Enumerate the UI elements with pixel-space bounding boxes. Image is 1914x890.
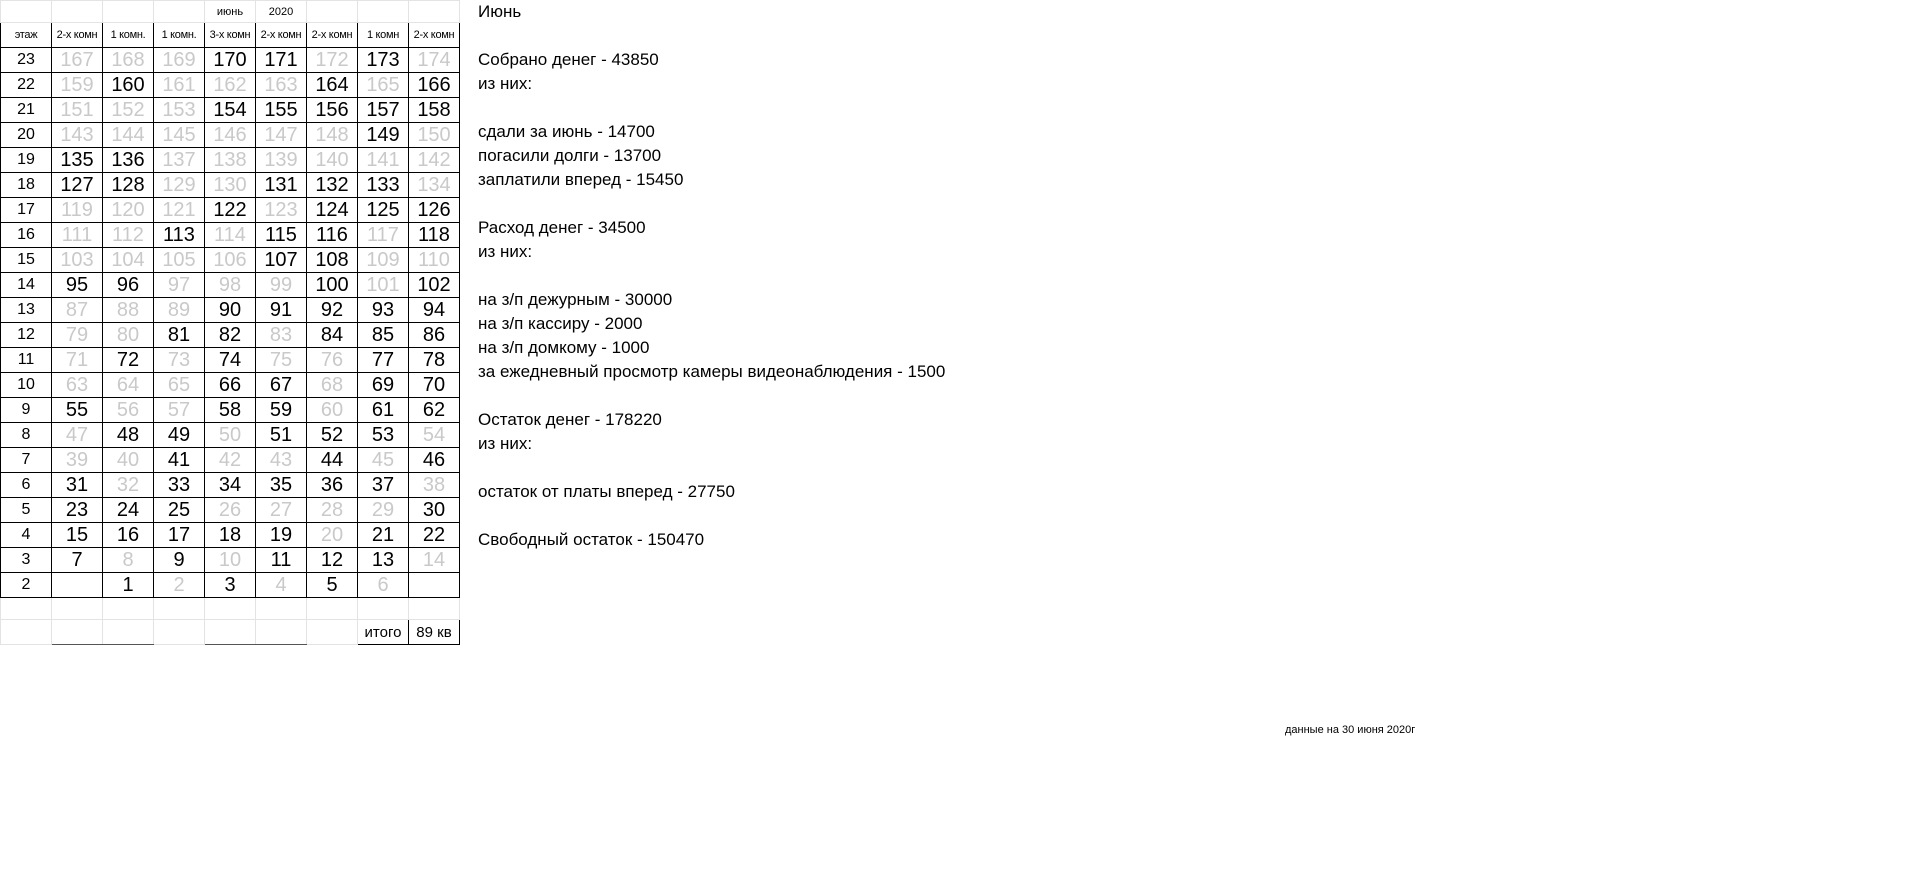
apartment-cell: 34 [205,473,256,498]
empty-cell [1,1,52,23]
total-value: 89 кв [409,620,460,645]
empty-cell [52,1,103,23]
floor-row [1,423,460,448]
apartment-cell: 80 [103,323,154,348]
apartment-cell: 71 [52,348,103,373]
room-type-header: 1 комн. [154,23,205,48]
floor-row [1,248,460,273]
report-line: сдали за июнь - 14700 [478,122,655,141]
apartment-cell: 77 [358,348,409,373]
apartment-cell: 67 [256,373,307,398]
apartment-cell: 108 [307,248,358,273]
empty-cell [409,598,460,620]
apartment-cell: 53 [358,423,409,448]
room-type-header: 2-х комн [307,23,358,48]
apartment-cell: 22 [409,523,460,548]
apartment-cell: 76 [307,348,358,373]
floor-row [1,98,460,123]
apartment-cell: 81 [154,323,205,348]
apartment-cell: 6 [358,573,409,598]
room-type-header: 3-х комн [205,23,256,48]
apartment-cell: 120 [103,198,154,223]
apartment-cell: 115 [256,223,307,248]
floor-number: 7 [1,448,52,473]
report-spacer [478,96,945,120]
empty-cell [103,620,154,645]
apartment-cell: 159 [52,73,103,98]
floor-row [1,198,460,223]
apartment-cell: 139 [256,148,307,173]
apartment-cell: 84 [307,323,358,348]
apartment-cell: 66 [205,373,256,398]
floor-number: 22 [1,73,52,98]
apartment-cell: 2 [154,573,205,598]
apartment-cell: 146 [205,123,256,148]
floor-number: 5 [1,498,52,523]
apartment-cell: 171 [256,48,307,73]
apartment-cell: 4 [256,573,307,598]
floor-row [1,223,460,248]
apartment-cell: 50 [205,423,256,448]
apartment-cell: 123 [256,198,307,223]
apartment-cell: 8 [103,548,154,573]
room-type-header: 1 комн [358,23,409,48]
report-line: остаток от платы вперед - 27750 [478,482,735,501]
apartment-cell: 27 [256,498,307,523]
apartment-cell: 130 [205,173,256,198]
empty-cell [154,598,205,620]
apartment-cell: 92 [307,298,358,323]
empty-cell [1,620,52,645]
empty-cell [52,598,103,620]
apartment-cell: 127 [52,173,103,198]
floor-row [1,373,460,398]
apartment-cell: 55 [52,398,103,423]
apartment-cell: 174 [409,48,460,73]
apartment-cell: 54 [409,423,460,448]
apartment-cell: 90 [205,298,256,323]
apartment-cell: 24 [103,498,154,523]
empty-cell [103,1,154,23]
apartment-cell: 167 [52,48,103,73]
apartment-cell: 40 [103,448,154,473]
room-type-header: 2-х комн [409,23,460,48]
apartment-cell: 37 [358,473,409,498]
floor-row [1,123,460,148]
apartment-cell: 137 [154,148,205,173]
report-line: из них: [478,242,533,261]
monthly-report [478,0,945,552]
year-label: 2020 [256,1,307,23]
empty-cell [307,1,358,23]
floor-number: 16 [1,223,52,248]
apartment-cell: 160 [103,73,154,98]
apartment-cell: 14 [409,548,460,573]
month-year-row [1,1,460,23]
apartment-cell: 89 [154,298,205,323]
apartment-cell: 13 [358,548,409,573]
apartment-cell: 122 [205,198,256,223]
apartment-cell: 56 [103,398,154,423]
apartment-cell: 147 [256,123,307,148]
report-line: за ежедневный просмотр камеры видеонаблюдения - 1500 [478,362,946,381]
apartment-cell: 60 [307,398,358,423]
report-line: погасили долги - 13700 [478,146,662,165]
apartment-cell: 138 [205,148,256,173]
apartment-cell: 105 [154,248,205,273]
apartment-cell: 88 [103,298,154,323]
empty-cell [256,598,307,620]
floor-number: 3 [1,548,52,573]
apartment-cell: 83 [256,323,307,348]
apartment-cell: 149 [358,123,409,148]
apartment-cell: 148 [307,123,358,148]
blank-row [1,598,460,620]
floor-number: 8 [1,423,52,448]
floor-number: 10 [1,373,52,398]
floor-row [1,148,460,173]
apartment-cell: 87 [52,298,103,323]
report-spacer [478,504,945,528]
apartment-cell: 168 [103,48,154,73]
apartment-cell: 103 [52,248,103,273]
apartment-cell: 74 [205,348,256,373]
floor-row [1,573,460,598]
apartment-cell: 85 [358,323,409,348]
total-label: итого [358,620,409,645]
apartment-cell: 11 [256,548,307,573]
apartment-cell: 111 [52,223,103,248]
report-line: Собрано денег - 43850 [478,50,659,69]
empty-cell [409,1,460,23]
apartment-cell: 36 [307,473,358,498]
apartment-cell: 102 [409,273,460,298]
floor-row [1,448,460,473]
apartment-cell [52,573,103,598]
apartment-cell: 125 [358,198,409,223]
apartment-cell: 161 [154,73,205,98]
apartment-cell: 166 [409,73,460,98]
floor-row [1,323,460,348]
apartment-cell: 1 [103,573,154,598]
apartment-cell: 124 [307,198,358,223]
apartment-cell: 78 [409,348,460,373]
report-line: из них: [478,434,533,453]
report-line: Июнь [478,2,522,21]
floor-number: 13 [1,298,52,323]
apartment-cell: 101 [358,273,409,298]
apartment-cell: 152 [103,98,154,123]
apartment-cell: 43 [256,448,307,473]
apartment-cell: 61 [358,398,409,423]
apartment-cell: 29 [358,498,409,523]
floor-row [1,298,460,323]
apartment-cell: 100 [307,273,358,298]
apartment-cell: 157 [358,98,409,123]
apartment-cell: 20 [307,523,358,548]
apartment-cell: 96 [103,273,154,298]
apartment-cell: 70 [409,373,460,398]
apartment-cell: 145 [154,123,205,148]
apartment-cell: 17 [154,523,205,548]
apartment-cell: 15 [52,523,103,548]
total-row [1,620,460,645]
report-line: Свободный остаток - 150470 [478,530,705,549]
apartment-cell: 150 [409,123,460,148]
apartment-cell: 98 [205,273,256,298]
report-line: заплатили вперед - 15450 [478,170,684,189]
apartment-cell: 47 [52,423,103,448]
empty-cell [256,620,307,645]
apartment-cell: 28 [307,498,358,523]
room-type-header: 2-х комн [52,23,103,48]
floor-number: 20 [1,123,52,148]
floor-row [1,48,460,73]
floor-number: 19 [1,148,52,173]
apartment-cell: 82 [205,323,256,348]
floor-number: 2 [1,573,52,598]
apartment-cell: 164 [307,73,358,98]
apartment-cell: 26 [205,498,256,523]
apartment-cell: 119 [52,198,103,223]
empty-cell [1,598,52,620]
floor-number: 12 [1,323,52,348]
empty-cell [154,620,205,645]
floor-number: 17 [1,198,52,223]
apartment-cell: 169 [154,48,205,73]
apartment-cell: 97 [154,273,205,298]
apartment-cell: 46 [409,448,460,473]
report-spacer [478,264,945,288]
apartment-cell: 129 [154,173,205,198]
apartment-cell: 52 [307,423,358,448]
apartment-cell: 12 [307,548,358,573]
apartment-cell: 155 [256,98,307,123]
report-spacer [478,384,945,408]
apartment-cell: 79 [52,323,103,348]
apartment-cell: 64 [103,373,154,398]
apartment-cell: 117 [358,223,409,248]
apartment-cell: 94 [409,298,460,323]
apartment-cell: 156 [307,98,358,123]
apartment-cell: 68 [307,373,358,398]
apartment-cell: 25 [154,498,205,523]
apartment-cell: 65 [154,373,205,398]
apartment-cell: 72 [103,348,154,373]
apartment-cell: 121 [154,198,205,223]
report-line: Остаток денег - 178220 [478,410,662,429]
apartment-cell: 162 [205,73,256,98]
apartment-cell: 21 [358,523,409,548]
room-type-header: 1 комн. [103,23,154,48]
apartment-cell: 73 [154,348,205,373]
apartment-cell: 30 [409,498,460,523]
apartment-cell: 38 [409,473,460,498]
apartment-cell: 163 [256,73,307,98]
apartment-cell: 144 [103,123,154,148]
apartment-cell: 93 [358,298,409,323]
report-line: на з/п дежурным - 30000 [478,290,673,309]
month-label: июнь [205,1,256,23]
apartment-cell: 116 [307,223,358,248]
apartment-cell: 114 [205,223,256,248]
report-spacer [478,24,945,48]
apartment-cell: 69 [358,373,409,398]
report-line: из них: [478,74,533,93]
apartment-cell: 154 [205,98,256,123]
apartment-cell: 126 [409,198,460,223]
floor-column-header: этаж [1,23,52,48]
apartment-cell: 135 [52,148,103,173]
report-spacer [478,192,945,216]
report-line: на з/п домкому - 1000 [478,338,650,357]
empty-cell [154,1,205,23]
apartment-cell: 112 [103,223,154,248]
empty-cell [307,598,358,620]
empty-cell [358,1,409,23]
apartment-cell: 31 [52,473,103,498]
apartment-cell: 142 [409,148,460,173]
apartment-cell: 75 [256,348,307,373]
apartment-cell: 3 [205,573,256,598]
apartment-cell: 158 [409,98,460,123]
apartment-cell: 23 [52,498,103,523]
floor-row [1,348,460,373]
apartment-cell: 49 [154,423,205,448]
apartment-cell: 113 [154,223,205,248]
apartment-cell: 39 [52,448,103,473]
empty-cell [103,598,154,620]
apartment-cell: 59 [256,398,307,423]
apartment-cell [409,573,460,598]
apartment-cell: 9 [154,548,205,573]
floor-row [1,473,460,498]
apartment-cell: 153 [154,98,205,123]
report-line: на з/п кассиру - 2000 [478,314,643,333]
room-type-header: 2-х комн [256,23,307,48]
report-spacer [478,456,945,480]
apartment-cell: 86 [409,323,460,348]
apartment-cell: 41 [154,448,205,473]
report-date-note: данные на 30 июня 2020г [1285,724,1416,736]
apartment-cell: 19 [256,523,307,548]
apartment-cell: 95 [52,273,103,298]
apartment-cell: 132 [307,173,358,198]
apartment-cell: 143 [52,123,103,148]
apartment-cell: 7 [52,548,103,573]
floor-row [1,548,460,573]
floor-number: 23 [1,48,52,73]
apartment-cell: 134 [409,173,460,198]
apartment-cell: 109 [358,248,409,273]
floor-number: 9 [1,398,52,423]
floor-number: 14 [1,273,52,298]
apartment-cell: 42 [205,448,256,473]
floor-number: 6 [1,473,52,498]
apartment-cell: 173 [358,48,409,73]
apartment-cell: 63 [52,373,103,398]
apartment-cell: 118 [409,223,460,248]
floor-number: 11 [1,348,52,373]
apartment-cell: 91 [256,298,307,323]
apartment-cell: 133 [358,173,409,198]
apartment-cell: 106 [205,248,256,273]
empty-cell [358,598,409,620]
empty-cell [205,620,256,645]
floor-row [1,173,460,198]
apartment-cell: 128 [103,173,154,198]
floor-number: 21 [1,98,52,123]
apartment-cell: 58 [205,398,256,423]
floor-number: 18 [1,173,52,198]
apartment-cell: 10 [205,548,256,573]
empty-cell [205,598,256,620]
apartment-cell: 151 [52,98,103,123]
apartment-cell: 165 [358,73,409,98]
floor-number: 4 [1,523,52,548]
empty-cell [307,620,358,645]
apartment-cell: 18 [205,523,256,548]
apartment-cell: 110 [409,248,460,273]
report-line: Расход денег - 34500 [478,218,646,237]
apartment-cell: 57 [154,398,205,423]
apartment-cell: 35 [256,473,307,498]
floor-number: 15 [1,248,52,273]
apartment-cell: 131 [256,173,307,198]
apartment-cell: 48 [103,423,154,448]
apartment-cell: 33 [154,473,205,498]
apartment-payment-grid [0,0,460,645]
apartment-cell: 104 [103,248,154,273]
apartment-cell: 32 [103,473,154,498]
floor-row [1,273,460,298]
empty-cell [52,620,103,645]
apartment-cell: 141 [358,148,409,173]
floor-row [1,398,460,423]
apartment-cell: 99 [256,273,307,298]
apartment-cell: 45 [358,448,409,473]
apartment-cell: 170 [205,48,256,73]
floor-row [1,498,460,523]
apartment-cell: 51 [256,423,307,448]
apartment-cell: 62 [409,398,460,423]
apartment-cell: 140 [307,148,358,173]
apartment-cell: 172 [307,48,358,73]
apartment-cell: 107 [256,248,307,273]
apartment-cell: 5 [307,573,358,598]
column-header-row [1,23,460,48]
apartment-cell: 16 [103,523,154,548]
floor-row [1,73,460,98]
floor-row [1,523,460,548]
apartment-cell: 136 [103,148,154,173]
apartment-cell: 44 [307,448,358,473]
